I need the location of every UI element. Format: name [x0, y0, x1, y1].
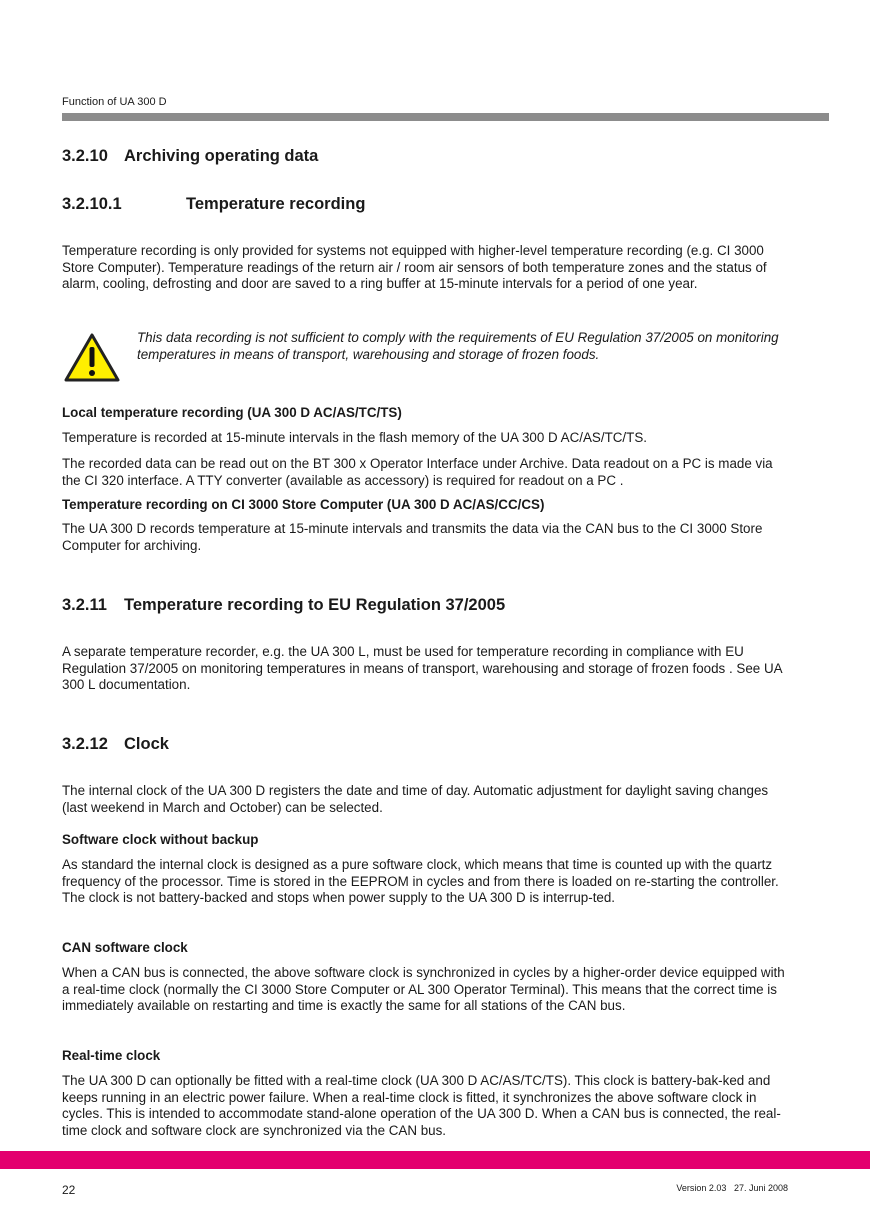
section-heading-3-2-10 [62, 147, 786, 166]
paragraph: Temperature recording is only provided for systems not equipped with higher-level temperature recording (e.g. CI 3000 Store Computer). Temperature readings of the return air / room air sensors of both temperature zones and the status of alarm, cooling, defrosting and door are saved to a ring buffer at 15-minute intervals for a period of one year. [62, 243, 767, 292]
subheading-software-clock: Software clock without backup [62, 832, 259, 847]
section-heading-3-2-11 [62, 596, 786, 615]
paragraph: As standard the internal clock is designed as a pure software clock, which means that time is counted up with the quartz frequency of the processor. Time is stored in the EEPROM in cycles and from there is loaded on re-starting the controller. The clock is not battery-backed and stops when power supply to the UA 300 D is interrup-ted. [62, 857, 779, 906]
paragraph: A separate temperature recorder, e.g. the UA 300 L, must be used for temperature recording in compliance with EU Regulation 37/2005 on monitoring temperatures in means of transport, warehousing and storage of frozen foods . See UA 300 L documentation. [62, 644, 782, 693]
section-number: 3.2.10 [62, 147, 108, 165]
paragraph: When a CAN bus is connected, the above software clock is synchronized in cycles by a higher-order device equipped with a real-time clock (normally the CI 3000 Store Computer or AL 300 Operator Terminal). This means that the correct time is immediately available on restarting and time is exactly the same for all stations of the CAN bus. [62, 965, 785, 1014]
page-number: 22 [62, 1183, 76, 1197]
section-heading-3-2-10-1 [62, 195, 786, 214]
footer-bar [0, 1151, 870, 1169]
section-title: Clock [124, 735, 169, 753]
paragraph: The UA 300 D records temperature at 15-minute intervals and transmits the data via the CAN bus to the CI 3000 Store Computer for archiving. [62, 521, 763, 553]
warning-note: This data recording is not sufficient to comply with the requirements of EU Regulation 37/2005 on monitoring temperatures in means of transport, warehousing and storage of frozen foods. [137, 330, 779, 362]
subheading-ci-recording: Temperature recording on CI 3000 Store Computer (UA 300 D AC/AS/CC/CS) [62, 497, 545, 512]
version-info: Version 2.03 27. Juni 2008 [676, 1183, 788, 1193]
paragraph: Temperature is recorded at 15-minute intervals in the flash memory of the UA 300 D AC/AS/TC/TS. [62, 430, 647, 445]
section-number: 3.2.10.1 [62, 195, 122, 213]
section-title: Temperature recording to EU Regulation 37/2005 [124, 596, 506, 614]
section-heading-3-2-12 [62, 735, 786, 754]
warning-icon [64, 333, 120, 382]
section-title: Temperature recording [186, 195, 366, 213]
subheading-realtime-clock: Real-time clock [62, 1048, 161, 1063]
section-number: 3.2.11 [62, 596, 107, 614]
subheading-can-clock: CAN software clock [62, 940, 188, 955]
paragraph: The recorded data can be read out on the BT 300 x Operator Interface under Archive. Data readout on a PC is made via the CI 320 interface. A TTY converter (available as accessory) is required for readout on a PC . [62, 456, 773, 488]
section-number: 3.2.12 [62, 735, 108, 753]
paragraph: The internal clock of the UA 300 D registers the date and time of day. Automatic adjustment for daylight saving changes (last weekend in March and October) can be selected. [62, 783, 769, 815]
header-rule [62, 113, 829, 121]
section-title: Archiving operating data [124, 147, 319, 165]
paragraph: The UA 300 D can optionally be fitted with a real-time clock (UA 300 D AC/AS/TC/TS). This clock is battery-bak-ked and keeps running in an electric power failure. When a real-time clock is fitted, it synchronizes the above software clock in cycles. This is intended to accommodate stand-alone operation of the UA 300 D. When a CAN bus is connected, the real-time clock and software clock are synchronized via the CAN bus. [62, 1073, 781, 1138]
subheading-local-recording: Local temperature recording (UA 300 D AC/AS/TC/TS) [62, 405, 402, 420]
running-header: Function of UA 300 D [62, 96, 167, 108]
